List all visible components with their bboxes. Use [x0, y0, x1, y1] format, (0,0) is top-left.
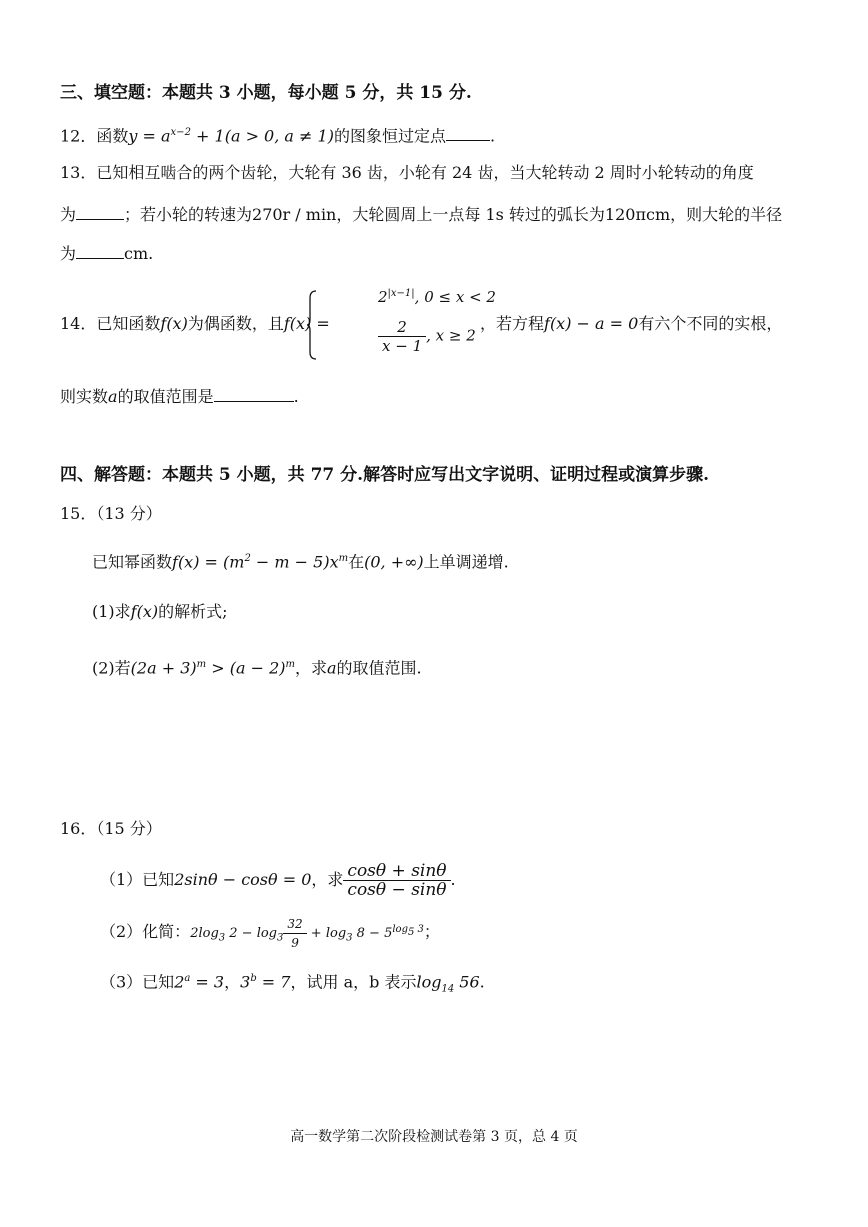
q16-p3-sep: ，: [224, 972, 241, 992]
q16-part3: [100, 968, 485, 1001]
q12-expr2: + 1(a > 0, a ≠ 1): [190, 126, 334, 146]
q15-p2-post: 的取值范围.: [336, 658, 422, 678]
q13-line2-pre: 为: [60, 205, 77, 224]
q15-p2-var: a: [326, 658, 337, 678]
q16-p2-c: + log: [306, 926, 347, 941]
q16-p2-b: 2 − log: [225, 926, 278, 941]
q16-p2-pre: （2）化简：: [100, 922, 191, 941]
q13-line2-mid: ；若小轮的转速为270r / min，大轮圆周上一点每 1s 转过的弧长为120πcm，则大轮的半径: [124, 205, 783, 224]
q16-p3-end: .: [479, 972, 485, 992]
q16-p2-a-sub: 3: [218, 932, 226, 944]
q15-header: 15．（13 分）: [60, 504, 162, 523]
q14-answer-blank[interactable]: [214, 385, 294, 402]
q14-fx2: f(x) =: [283, 314, 330, 333]
q15-stem-sup2: m: [338, 553, 349, 564]
q12-answer-blank[interactable]: [446, 124, 490, 141]
question-14-line2: [60, 385, 299, 408]
q14-case-1: [378, 288, 496, 306]
q14-case2-fraction: [378, 318, 426, 355]
q15-p2-sup2: m: [285, 659, 295, 670]
question-14-line1: [60, 313, 330, 335]
q15-p2-expr2: > (a − 2): [206, 658, 286, 678]
q15-p1-pre: (1)求: [92, 602, 131, 621]
q14-case1-exp: |x−1|: [387, 288, 415, 299]
q14-text-pre: 已知函数: [96, 314, 161, 333]
q16-p2-frac-num: 32: [283, 915, 306, 934]
page-footer: 高一数学第二次阶段检测试卷第 3 页，总 4 页: [290, 1129, 578, 1145]
question-13-line1: [60, 162, 754, 184]
q15-p2-expr: (2a + 3): [130, 658, 197, 678]
q16-p3-b-sup: b: [250, 973, 257, 984]
q14-case2-num: 2: [378, 318, 426, 337]
q12-text-pre: 函数: [96, 126, 129, 146]
q16-p2-d-sup-sub: 5: [407, 926, 415, 938]
q15-p2-pre: (2)若: [92, 658, 131, 678]
q16-p3-b: 3: [240, 972, 251, 992]
q14-case2-den: x − 1: [382, 337, 423, 355]
q16-p3-mid: ，试用 a，b 表示: [290, 972, 417, 992]
q16-p1-num: cosθ + sinθ: [343, 862, 450, 881]
q16-p3-a2: = 3: [190, 972, 225, 992]
q12-exp: x−2: [170, 127, 191, 138]
q14-var-a: a: [108, 387, 118, 406]
q14-eq: f(x) − a = 0: [544, 314, 639, 333]
q16-part1: [100, 862, 456, 899]
q14-fx: f(x): [160, 314, 188, 333]
q14-text-mid: 为偶函数，且: [187, 314, 284, 333]
q14-case2-cond: , x ≥ 2: [426, 326, 476, 345]
q15-part2: [92, 654, 422, 679]
q14-case1-base: 2: [378, 288, 388, 306]
q16-p2-frac-den: 9: [291, 936, 299, 950]
q16-p3-b2: = 7: [256, 972, 291, 992]
piecewise-brace: [307, 290, 317, 360]
q16-p2-d: 8 − 5: [352, 926, 393, 941]
q15-stem-interval: (0, +∞): [364, 552, 424, 572]
q15-part1: [92, 601, 228, 623]
q14-case1-cond: , 0 ≤ x < 2: [414, 288, 496, 306]
q16-p3-log: log: [416, 972, 442, 992]
q16-p3-pre: （3）已知: [100, 972, 175, 992]
q14-number: 14．: [60, 314, 97, 333]
q16-p2-a: 2log: [190, 926, 219, 941]
q12-number: 12．: [60, 126, 97, 146]
q15-p1-post: 的解析式;: [158, 602, 228, 621]
q16-p3-a-sup: a: [184, 973, 191, 984]
q16-header: 16．（15 分）: [60, 819, 162, 838]
q15-p1-fx: f(x): [130, 602, 159, 621]
q13-line3-pre: 为: [60, 244, 77, 263]
q16-p3-log-sub: 14: [441, 983, 455, 995]
q16-p1-den: cosθ − sinθ: [347, 880, 447, 900]
q14-text-end: 有六个不同的实根，: [638, 314, 783, 333]
q15-stem-expr: f(x) = (m: [172, 552, 245, 572]
q12-end: .: [489, 126, 496, 146]
q16-p1-mid: ，求: [311, 870, 344, 889]
q16-p3-log2: 56: [454, 972, 480, 992]
q13-answer-blank-1[interactable]: [76, 203, 124, 220]
q12-text-post: 的图象恒过定点: [333, 126, 446, 146]
section3-heading: 三、填空题：本题共 3 小题，每小题 5 分，共 15 分.: [60, 83, 472, 103]
q14-text-after: ，若方程: [480, 314, 545, 333]
q14-end: .: [293, 387, 299, 406]
q16-p1-pre: （1）已知: [100, 870, 175, 889]
question-13-line2: [60, 203, 782, 226]
question-13-line3: [60, 242, 153, 265]
question-12: [60, 122, 495, 147]
q15-stem-sup1: 2: [244, 553, 251, 564]
q16-p2-c-sub: 3: [346, 932, 353, 944]
q16-p2-b-sub: 3: [277, 932, 284, 944]
q14-case-2: [378, 318, 476, 355]
q16-p2-fraction: [283, 915, 306, 952]
q13-answer-blank-2[interactable]: [76, 242, 124, 259]
q12-expr: y = a: [128, 126, 171, 146]
q15-stem-post: 上单调递增.: [423, 552, 509, 572]
q16-p2-d-sup2: 3: [414, 923, 424, 935]
q15-stem-expr2: − m − 5)x: [250, 552, 339, 572]
q13-line3-post: cm.: [124, 244, 154, 263]
question-14-line1-right: [480, 313, 782, 335]
q13-number: 13．: [60, 163, 97, 182]
q16-p1-end: .: [450, 870, 456, 889]
q14-line2-post: 的取值范围是: [117, 387, 214, 406]
q15-p2-sup1: m: [196, 659, 207, 670]
q13-line1: 已知相互啮合的两个齿轮，大轮有 36 齿，小轮有 24 齿，当大轮转动 2 周时小轮转动的角度: [96, 163, 754, 182]
section4-heading: 四、解答题：本题共 5 小题，共 77 分.解答时应写出文字说明、证明过程或演算步骤.: [60, 465, 709, 485]
q16-p1-expr: 2sinθ − cosθ = 0: [174, 870, 312, 889]
q16-p3-a: 2: [174, 972, 185, 992]
q16-p1-fraction: [343, 862, 450, 899]
q15-stem: [92, 548, 509, 573]
q16-p2-d-sup-group: [392, 923, 424, 938]
q14-line2-pre: 则实数: [60, 387, 109, 406]
q16-p2-expression: [190, 917, 424, 950]
q16-p2-end: ；: [423, 922, 440, 941]
q15-stem-mid: 在: [348, 552, 365, 572]
q15-stem-pre: 已知幂函数: [92, 552, 173, 572]
q15-p2-mid: ，求: [294, 658, 327, 678]
q16-p2-d-sup: log: [392, 923, 408, 935]
q16-part2: [100, 915, 440, 952]
